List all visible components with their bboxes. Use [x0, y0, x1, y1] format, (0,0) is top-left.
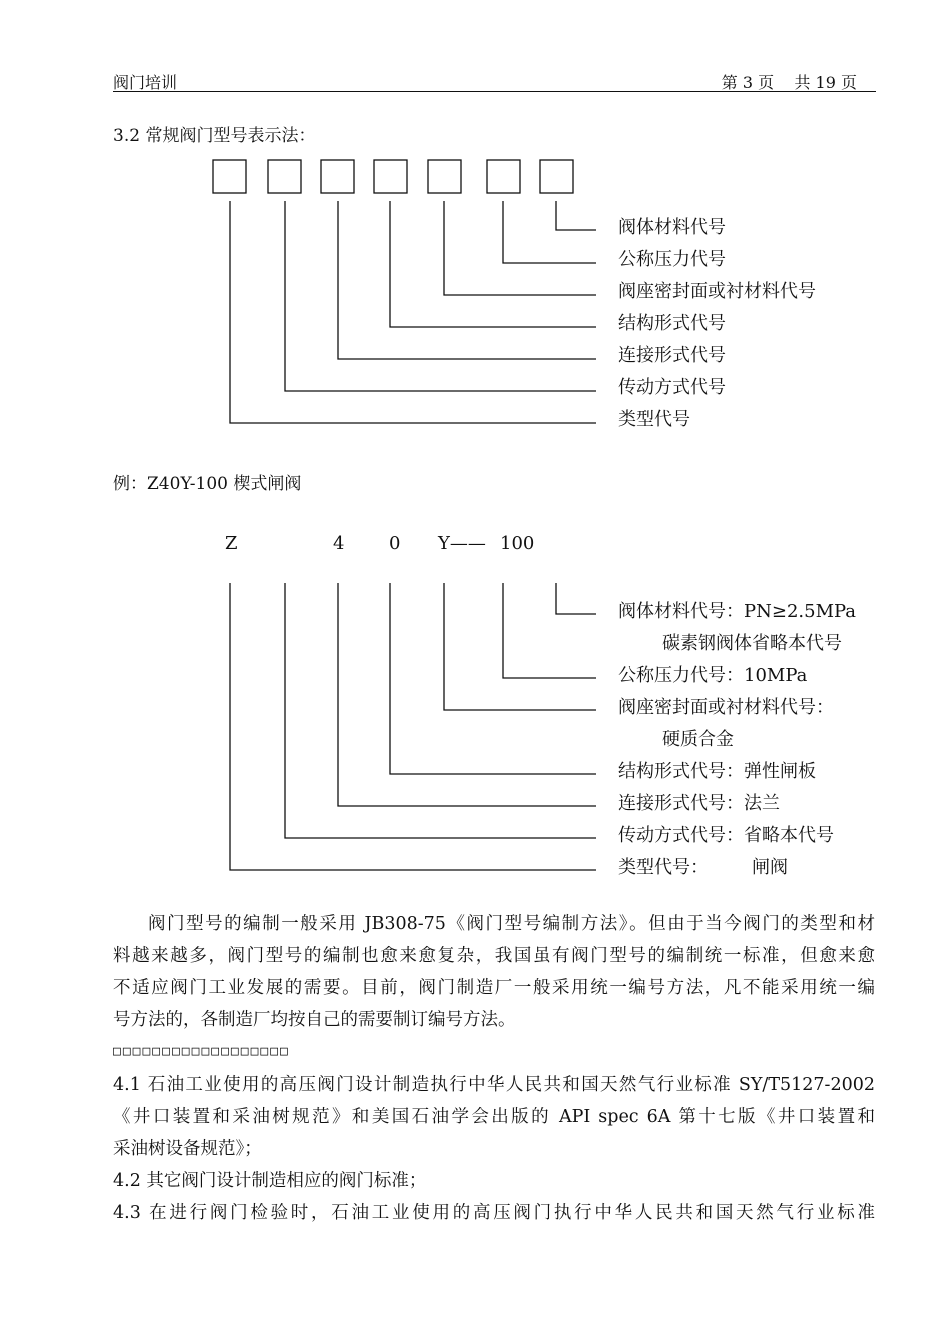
example-label-seat: 阀座密封面或衬材料代号：: [618, 697, 834, 718]
label-connection: 连接形式代号: [618, 345, 726, 366]
standards-list: [113, 1069, 875, 1229]
list-item-4-2: 4.2 其它阀门设计制造相应的阀门标准；: [113, 1171, 427, 1191]
example-code-y: Y——: [438, 533, 486, 554]
code-box-1: [213, 160, 246, 193]
example-connector-seat: [444, 583, 596, 710]
code-box-7: [540, 160, 573, 193]
code-box-5: [428, 160, 461, 193]
connector-body-material: [556, 201, 596, 230]
example-label-body-material-note: 碳素钢阀体省略本代号: [662, 633, 842, 654]
section-title: 3.2 常规阀门型号表示法：: [113, 126, 316, 146]
connector-drive: [285, 201, 596, 391]
connector-structure: [390, 201, 596, 327]
paragraph-line: 阀门型号的编制一般采用 JB308-75《阀门型号编制方法》。但由于当今阀门的类型和材: [148, 914, 875, 934]
label-structure: 结构形式代号: [618, 313, 726, 334]
body-paragraph: [113, 908, 875, 1036]
example-connector-pressure: [503, 583, 596, 678]
example-code-4: 4: [333, 533, 345, 554]
connector-pressure: [503, 201, 596, 263]
code-box-2: [268, 160, 301, 193]
example-connector-connection: [338, 583, 596, 806]
example-code-pressure: 100: [500, 533, 535, 554]
label-pressure: 公称压力代号: [618, 249, 726, 270]
list-item-4-1-line: 采油树设备规范》；: [113, 1139, 262, 1159]
list-item-4-1-line: 4.1 石油工业使用的高压阀门设计制造执行中华人民共和国天然气行业标准 SY/T5127-2002: [113, 1075, 875, 1095]
list-item-4-1-line: 《井口装置和采油树规范》和美国石油学会出版的 API spec 6A 第十七版《井口装置和: [113, 1107, 875, 1127]
code-box-6: [487, 160, 520, 193]
example-title: 例：Z40Y-100 楔式闸阀: [113, 474, 302, 494]
example-label-body-material: 阀体材料代号：PN≥2.5MPa: [618, 601, 857, 622]
example-label-structure: 结构形式代号：弹性闸板: [618, 761, 816, 782]
connector-seat: [444, 201, 596, 295]
label-type: 类型代号: [618, 409, 690, 430]
code-box-3: [321, 160, 354, 193]
connector-connection: [338, 201, 596, 359]
paragraph-line: 号方法的，各制造厂均按自己的需要制订编号方法。: [113, 1010, 516, 1030]
code-box-4: [374, 160, 407, 193]
label-body-material: 阀体材料代号: [618, 217, 726, 238]
list-item-4-3: 4.3 在进行阀门检验时，石油工业使用的高压阀门执行中华人民共和国天然气行业标准: [113, 1203, 875, 1223]
garbled-text-line: □□□□□□□□□□□□□□□□□□: [113, 1044, 290, 1059]
label-seat-material: 阀座密封面或衬材料代号: [618, 281, 816, 302]
label-drive: 传动方式代号: [618, 377, 726, 398]
header-page-number: 第 3 页 共 19 页: [721, 73, 857, 92]
example-code-0: 0: [389, 533, 401, 554]
example-connector-body-material: [556, 583, 596, 614]
example-label-type: 类型代号：: [618, 857, 708, 878]
paragraph-line: 料越来越多，阀门型号的编制也愈来愈复杂，我国虽有阀门型号的编制统一标准，但愈来愈: [113, 946, 875, 966]
example-code-z: Z: [225, 533, 238, 554]
example-label-type-value: 闸阀: [752, 857, 788, 878]
example-label-seat-note: 硬质合金: [662, 729, 734, 750]
example-label-pressure: 公称压力代号：10MPa: [618, 665, 808, 686]
example-label-drive: 传动方式代号：省略本代号: [618, 825, 834, 846]
example-label-connection: 连接形式代号：法兰: [618, 793, 780, 814]
paragraph-line: 不适应阀门工业发展的需要。目前，阀门制造厂一般采用统一编号方法，凡不能采用统一编: [113, 978, 875, 998]
header-left: 阀门培训: [113, 73, 178, 92]
